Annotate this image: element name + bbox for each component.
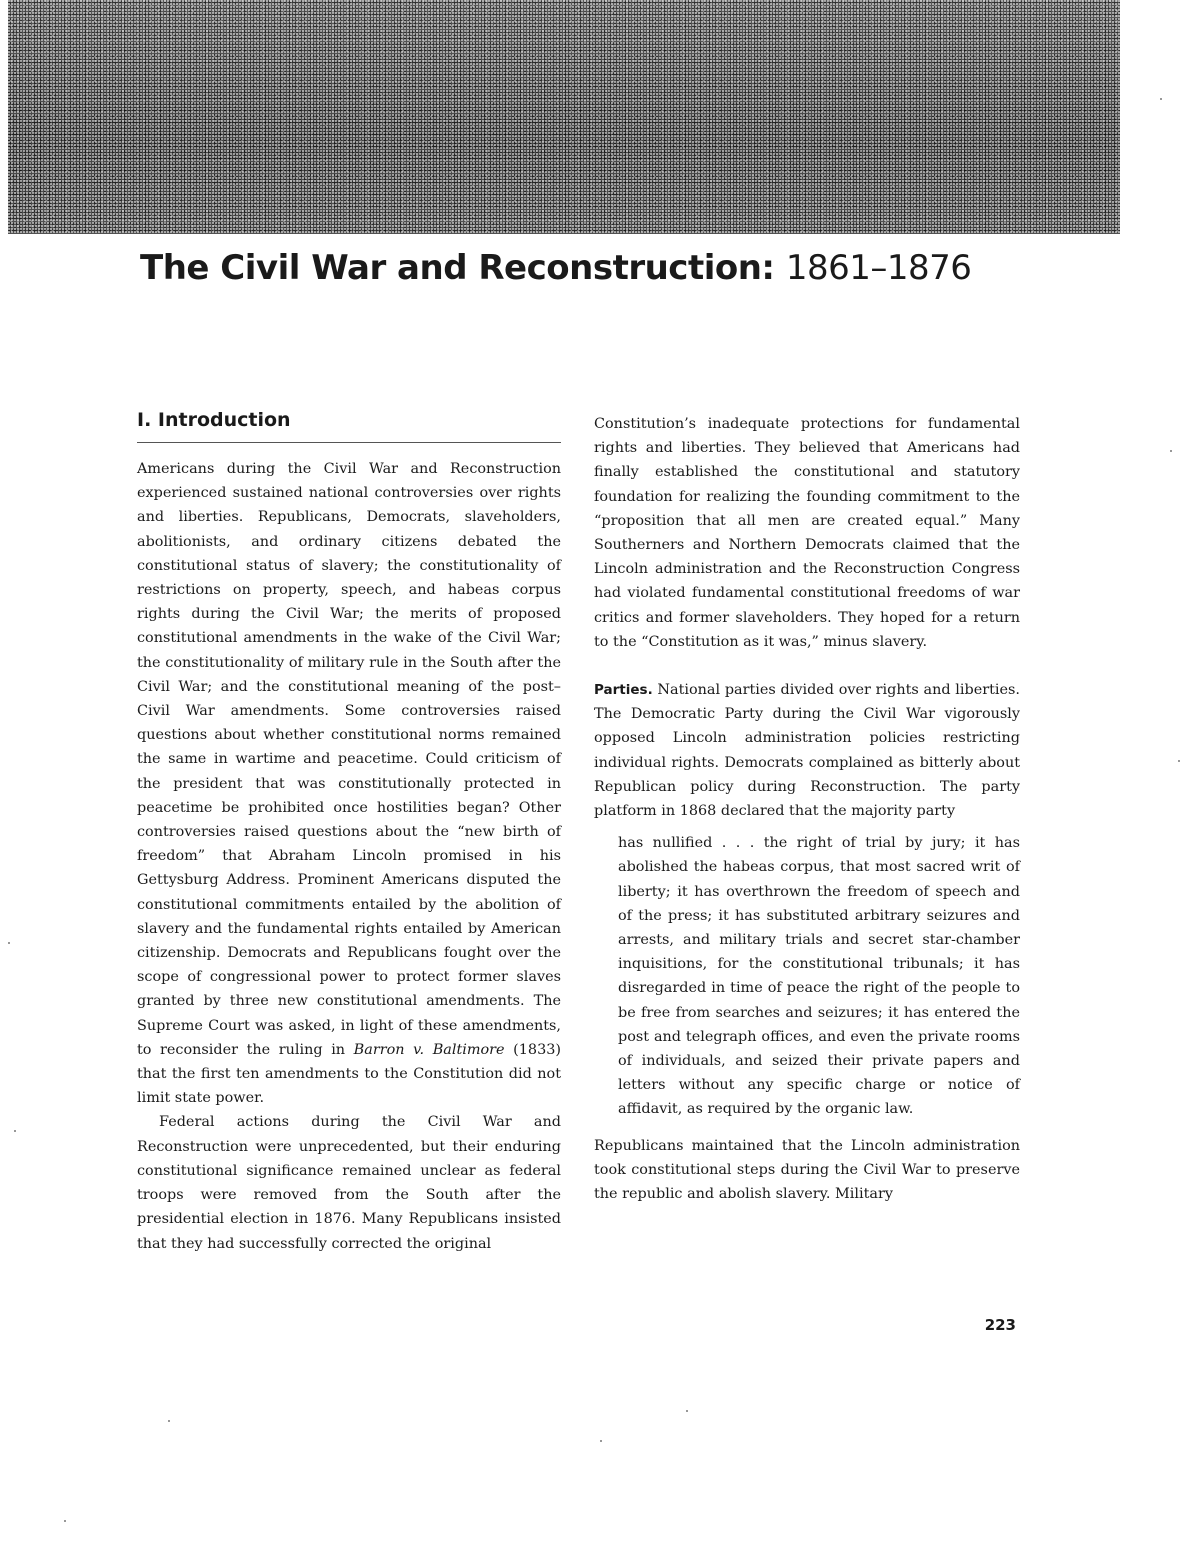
section-heading: I. Introduction	[137, 408, 561, 443]
scan-speck	[1178, 760, 1180, 762]
platform-block-quote: has nullified . . . the right of trial by jury; it has abolished the habeas corpus, that most sacred writ of liberty; it has overthrown the freedom of speech and of the press; it has substituted arbitrary seizures and arrests, and military trials and secret star-chamber inquisitions, for the constitutional tribunals; it has disregarded in time of peace the right of the people to be free from searches and seizures; it has entered the post and telegraph offices, and even the private rooms of individuals, and seized their private papers and letters without any specific charge or notice of affidavit, as required by the organic law.	[618, 835, 1020, 1118]
scan-speck	[64, 1520, 66, 1522]
scan-speck	[1170, 450, 1172, 452]
right-column	[594, 412, 1020, 1206]
page-number: 223	[984, 1316, 1016, 1334]
parties-run-in-head: Parties.	[594, 682, 653, 699]
case-citation: Barron v. Baltimore	[353, 1041, 505, 1058]
chapter-banner-image	[8, 0, 1120, 234]
left-column	[137, 408, 561, 1256]
parties-paragraph-text: National parties divided over rights and liberties. The Democratic Party during the Civil War vigorously opposed Lincoln administration policies restricting individual rights. Democrats complained as bitterly about Republican policy during Reconstruction. The party platform in 1868 declared that the majority party	[594, 682, 1020, 820]
intro-paragraph-2: Federal actions during the Civil War and Reconstruction were unprecedented, but their enduring constitutional significance remained unclear as federal troops were removed from the South after the presidential election in 1876. Many Republicans insisted that they had successfully corrected the original	[137, 1114, 561, 1252]
scan-speck	[168, 1420, 170, 1422]
scan-speck	[600, 1440, 602, 1442]
chapter-title-years: 1861–1876	[785, 248, 972, 288]
chapter-title-main: The Civil War and Reconstruction:	[140, 248, 775, 288]
continued-paragraph: Constitution’s inadequate protections for fundamental rights and liberties. They believed that Americans had finally established the constitutional and statutory foundation for realizing the founding commitment to the “proposition that all men are created equal.” Many Southerners and Northern Democrats claimed that the Lincoln administration and the Reconstruction Congress had violated fundamental constitutional freedoms of war critics and former slaveholders. They hoped for a return to the “Constitution as it was,” minus slavery.	[594, 416, 1020, 650]
chapter-title	[140, 248, 971, 288]
scan-speck	[14, 1130, 16, 1132]
intro-paragraph-1	[137, 457, 561, 1110]
parties-paragraph	[594, 678, 1020, 823]
intro-paragraph-1-end: (1833) that the first ten amendments to the Constitution did not limit state power.	[137, 1041, 561, 1107]
banner-texture-overlay	[8, 0, 1120, 234]
scan-speck	[686, 1410, 688, 1412]
scan-speck	[8, 942, 10, 944]
republicans-paragraph: Republicans maintained that the Lincoln administration took constitutional steps during the Civil War to preserve the republic and abolish slavery. Military	[594, 1137, 1020, 1203]
scan-speck	[1160, 98, 1162, 100]
intro-paragraph-1-text: Americans during the Civil War and Reconstruction experienced sustained national controversies over rights and liberties. Republicans, Democrats, slaveholders, abolitionists, and ordinary citizens debated the constitutional status of slavery; the constitutionality of restrictions on property, speech, and habeas corpus rights during the Civil War; the merits of proposed constitutional amendments in the wake of the Civil War; the constitutionality of military rule in the South after the Civil War; and the constitutional meaning of the post–Civil War amendments. Some controversies raised questions about whether constitutional norms remained the same in wartime and peacetime. Could criticism of the president that was constitutionally protected in peacetime be prohibited once hostilities began? Other controversies raised questions about the “new birth of freedom” that Abraham Lincoln promised in his Gettysburg Address. Prominent Americans disputed the constitutional commitments entailed by the abolition of slavery and the fundamental rights entailed by American citizenship. Democrats and Republicans fought over the scope of congressional power to protect former slaves granted by three new constitutional amendments. The Supreme Court was asked, in light of these amendments, to reconsider the ruling in	[137, 461, 561, 1058]
